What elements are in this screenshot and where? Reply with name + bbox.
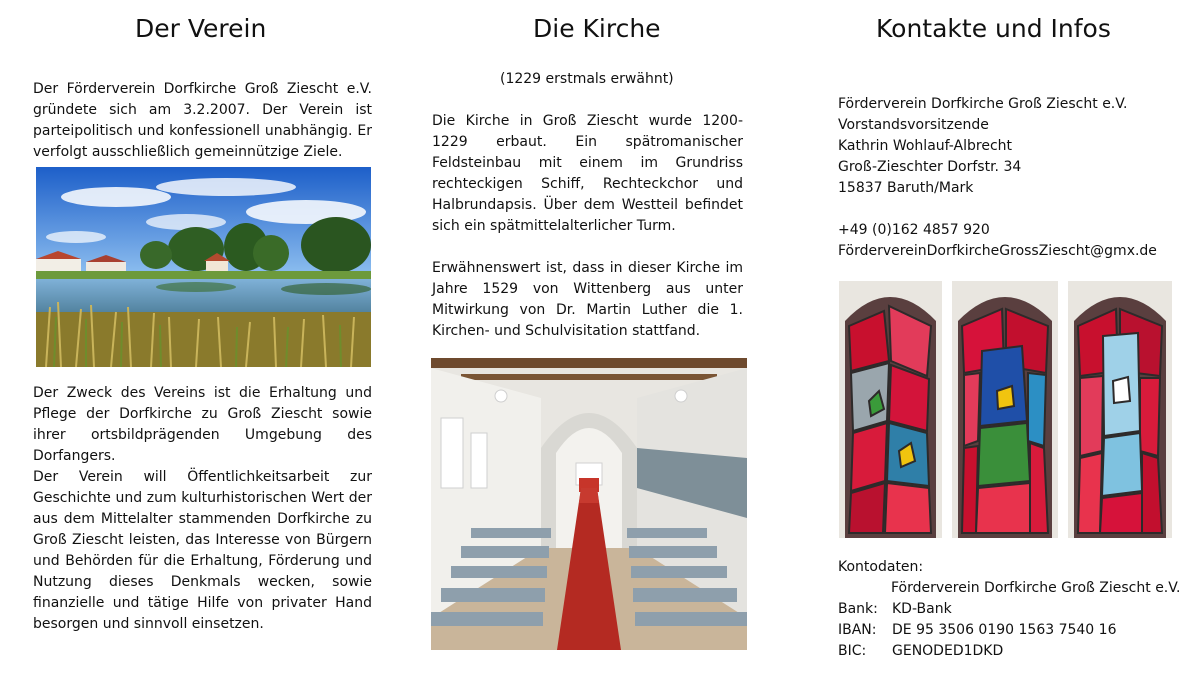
kirche-heading: Die Kirche [533,14,661,43]
lake-village-photo [36,167,371,367]
verein-heading: Der Verein [135,14,267,43]
bic-row [838,641,1003,662]
iban-row [838,620,1116,641]
address-line-org: Förderverein Dorfkirche Groß Ziescht e.V. [838,96,1128,112]
bic-value: GENODED1DKD [892,643,1004,659]
verein-intro-paragraph: Der Förderverein Dorfkirche Groß Ziescht e.V. gründete sich am 3.2.2007. Der Verein ist parteipolitisch und konfessionell unabhängig. Er verfolgt ausschließlich gemeinnützige Ziele. [33,81,372,160]
bank-label: Bank: [838,601,878,617]
address-line-city: 15837 Baruth/Mark [838,180,974,196]
iban-label: IBAN: [838,622,877,638]
stained-glass-window-middle [952,281,1058,538]
kirche-history-paragraph: Die Kirche in Groß Ziescht wurde 1200-1229 erbaut. Ein spätromanischer Feldsteinbau mit einem im Grundriss rechteckigen Schiff, Rechteckchor und Halbrundapsis. Über dem Westteil befindet sich ein spätmittelalterlicher Turm. [432,113,743,234]
address-line-name: Kathrin Wohlauf-Albrecht [838,138,1013,154]
bic-label: BIC: [838,643,867,659]
email-address[interactable]: FördervereinDorfkircheGrossZiescht@gmx.de [838,243,1157,259]
iban-value: DE 95 3506 0190 1563 7540 16 [892,622,1117,638]
kirche-subtitle: (1229 erstmals erwähnt) [500,71,674,87]
kirche-luther-paragraph: Erwähnenswert ist, dass in dieser Kirche im Jahre 1529 von Wittenberg aus unter Mitwirkung von Dr. Martin Luther die 1. Kirchen- und Schulvisitation stattfand. [432,260,743,339]
stained-glass-window-left [839,281,942,538]
verein-purpose-paragraph: Der Zweck des Vereins ist die Erhaltung und Pflege der Dorfkirche zu Groß Ziescht sowie ihrer ortsbildprägenden Umgebung des Dorfangers. [33,385,372,464]
church-interior-photo [431,358,747,650]
phone-number: +49 (0)162 4857 920 [838,222,990,238]
konto-holder: Förderverein Dorfkirche Groß Ziescht e.V. [891,580,1181,596]
address-line-role: Vorstandsvorsitzende [838,117,989,133]
bank-row [838,599,952,620]
konto-title: Kontodaten: [838,559,924,575]
stained-glass-window-right [1068,281,1172,538]
bank-value: KD-Bank [892,601,952,617]
kontakt-heading: Kontakte und Infos [876,14,1111,43]
verein-activities-paragraph: Der Verein will Öffentlichkeitsarbeit zur Geschichte und zum kulturhistorischen Wert der aus dem Mittelalter stammenden Dorfkirche zu Groß Ziescht leisten, das Interesse von Bürgern und Behörden für die Erhaltung, Förderung und Nutzung dieses Denkmals wecken, sowie finanzielle und tätige Hilfe von privater Hand besorgen und sinnvoll einsetzen. [33,469,372,632]
address-line-street: Groß-Zieschter Dorfstr. 34 [838,159,1022,175]
